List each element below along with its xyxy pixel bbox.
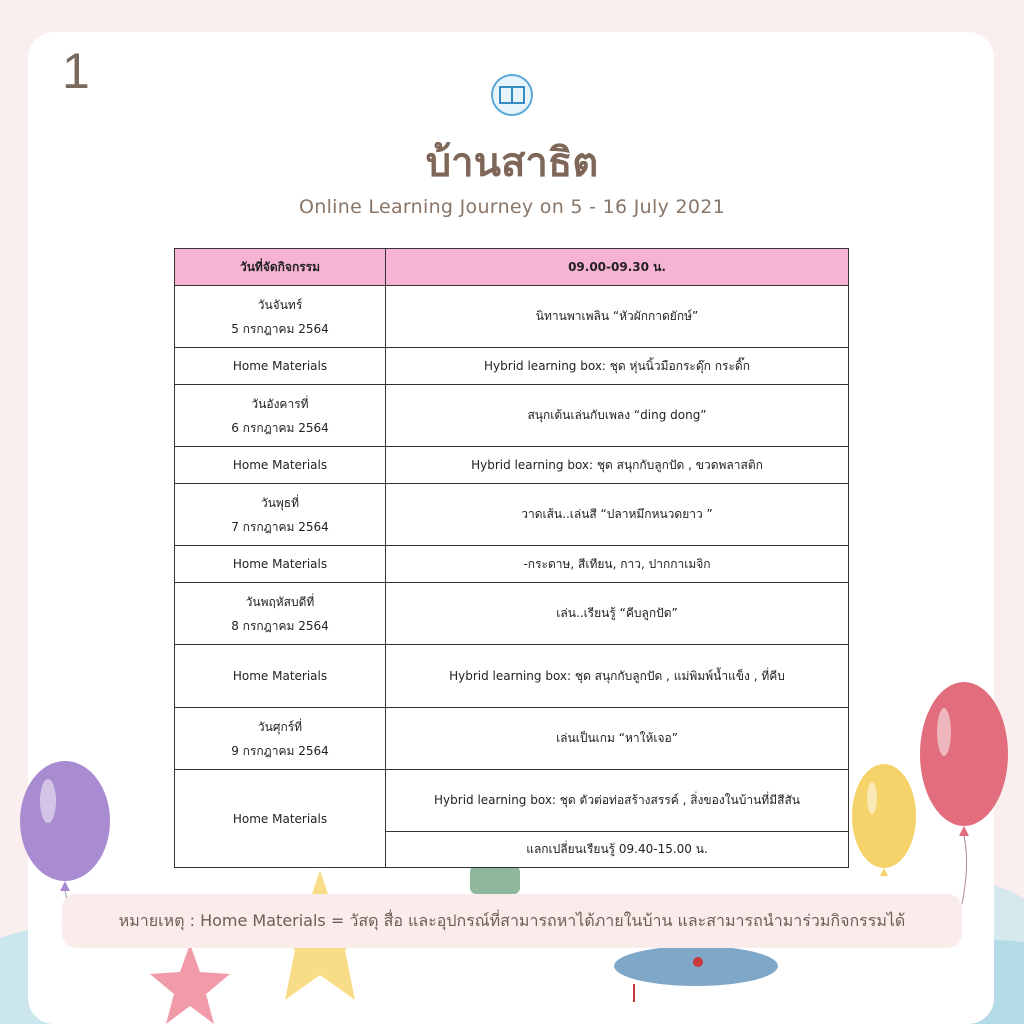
header-date: วันที่จัดกิจกรรม <box>175 249 386 286</box>
activity-cell: วาดเส้น..เล่นสี “ปลาหมึกหนวดยาว ” <box>386 484 849 546</box>
material-cell: Hybrid learning box: ชุด สนุกกับลูกปัด , ขวดพลาสติก <box>386 447 849 484</box>
red-balloon-decoration <box>912 674 1022 924</box>
table-row <box>175 286 849 348</box>
day-cell <box>175 385 386 447</box>
activity-cell: นิทานพาเพลิน “หัวผักกาดยักษ์” <box>386 286 849 348</box>
day-cell <box>175 583 386 645</box>
activity-cell: เล่นเป็นเกม “หาให้เจอ” <box>386 708 849 770</box>
day-name: วันศุกร์ที่ <box>257 719 303 734</box>
day-name: วันจันทร์ <box>257 297 303 312</box>
table-row <box>175 708 849 770</box>
activity-cell: เล่น..เรียนรู้ “คีบลูกปัด” <box>386 583 849 645</box>
day-cell <box>175 484 386 546</box>
header-time: 09.00-09.30 น. <box>386 249 849 286</box>
day-cell <box>175 286 386 348</box>
material-cell: Hybrid learning box: ชุด หุ่นนิ้วมือกระดุ๊ก กระดิ๊ก <box>386 348 849 385</box>
page-number: 1 <box>62 43 90 99</box>
table-row <box>175 385 849 447</box>
activity-cell: สนุกเต้นเล่นกับเพลง “ding dong” <box>386 385 849 447</box>
table-row <box>175 447 849 484</box>
table-row <box>175 348 849 385</box>
table-row <box>175 546 849 583</box>
material-cell: Hybrid learning box: ชุด ตัวต่อท่อสร้างสรรค์ , สิ่งของในบ้านที่มีสีสัน <box>386 770 849 832</box>
day-date: 9 กรกฎาคม 2564 <box>231 743 329 758</box>
material-label-cell: Home Materials <box>175 348 386 385</box>
table-row <box>175 583 849 645</box>
cactus-decoration <box>466 866 526 896</box>
table-row <box>175 770 849 832</box>
table-row <box>175 645 849 708</box>
material-cell: Hybrid learning box: ชุด สนุกกับลูกปัด , แม่พิมพ์น้ำแข็ง , ที่คีบ <box>386 645 849 708</box>
material-label-cell: Home Materials <box>175 770 386 868</box>
day-name: วันพุธที่ <box>260 495 300 510</box>
material-label-cell: Home Materials <box>175 645 386 708</box>
schedule-table <box>174 248 849 868</box>
exchange-cell: แลกเปลี่ยนเรียนรู้ 09.40-15.00 น. <box>386 832 849 868</box>
footnote: หมายเหตุ : Home Materials = วัสดุ สื่อ และอุปกรณ์ที่สามารถหาได้ภายในบ้าน และสามารถนำมาร่วมกิจกรรมได้ <box>62 894 962 948</box>
day-cell <box>175 708 386 770</box>
school-logo <box>491 74 533 116</box>
pink-star-decoration <box>150 944 230 1024</box>
day-date: 5 กรกฎาคม 2564 <box>231 321 329 336</box>
book-icon <box>499 85 525 105</box>
material-cell: -กระดาษ, สีเทียน, กาว, ปากกาเมจิก <box>386 546 849 583</box>
day-date: 7 กรกฎาคม 2564 <box>231 519 329 534</box>
page-title: บ้านสาธิต <box>425 140 599 186</box>
material-label-cell: Home Materials <box>175 546 386 583</box>
day-date: 6 กรกฎาคม 2564 <box>231 420 329 435</box>
spaceship-decoration <box>606 944 786 1014</box>
day-name: วันพฤหัสบดีที่ <box>245 594 315 609</box>
material-label-cell: Home Materials <box>175 447 386 484</box>
page-subtitle: Online Learning Journey on 5 - 16 July 2021 <box>298 196 726 218</box>
day-date: 8 กรกฎาคม 2564 <box>231 618 329 633</box>
day-name: วันอังคารที่ <box>251 396 309 411</box>
table-header-row <box>175 249 849 286</box>
table-row <box>175 484 849 546</box>
